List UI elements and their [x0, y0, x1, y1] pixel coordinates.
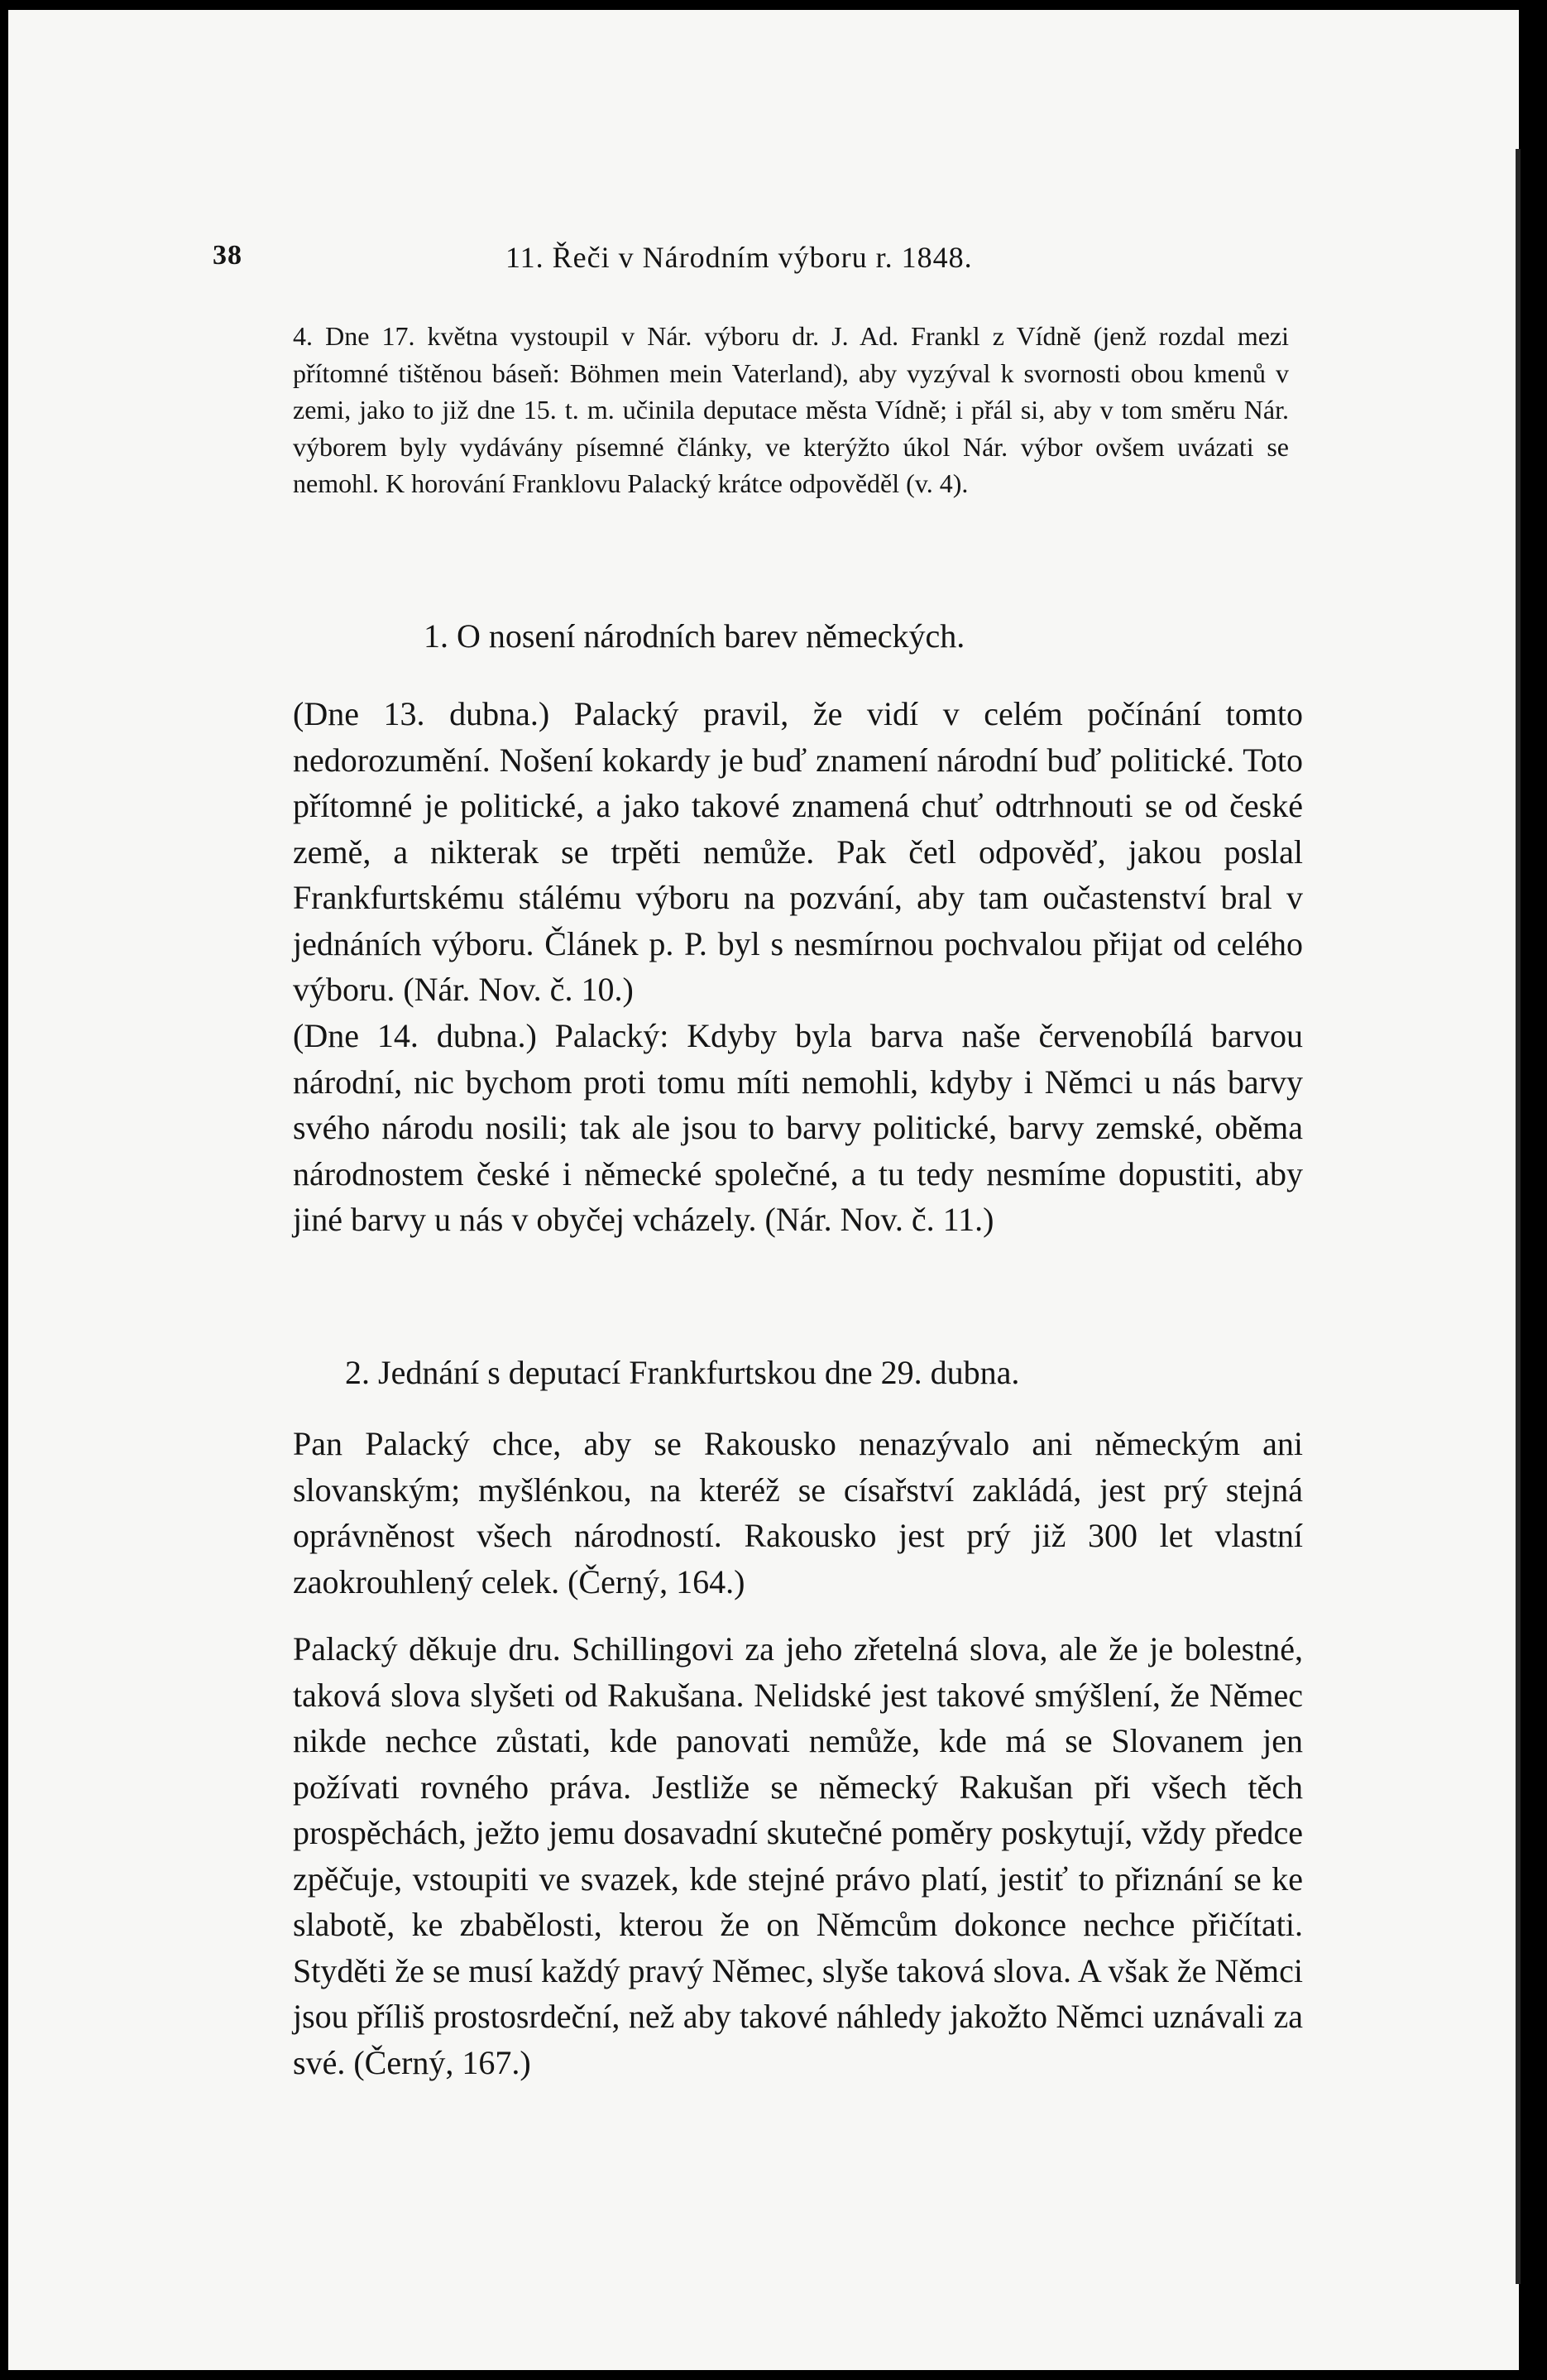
section-heading-1: 1. O nosení národních barev německých.	[424, 617, 965, 655]
section1-paragraph-1: (Dne 13. dubna.) Palacký pravil, že vidí v celém počínání tomto nedorozumění. Nošení kokardy je buď znamení národní buď politické. Toto přítomné je politické, a jako takové znamená chuť odtrhnouti se od české země, a nikterak se trpěti nemůže. Pak četl odpověď, jakou poslal Frankfurtskému stálému výboru na pozvání, aby tam oučastenství bral v jednáních výboru. Článek p. P. byl s nesmírnou pochvalou přijat od celého výboru. (Nár. Nov. č. 10.)	[293, 695, 1303, 1008]
page-header	[213, 240, 1040, 281]
running-title: 11. Řeči v Národním výboru r. 1848.	[505, 241, 973, 274]
book-page	[8, 10, 1519, 2370]
section1-paragraph-2: (Dne 14. dubna.) Palacký: Kdyby byla barva naše červenobílá barvou národní, nic bychom proti tomu míti nemohli, kdyby i Němci u nás barvy svého národu nosili; tak ale jsou to barvy politické, barvy zemské, oběma národnostem české i německé společné, a tu tedy nesmíme dopustiti, aby jiné barvy u nás v obyčej vcházely. (Nár. Nov. č. 11.)	[293, 1017, 1303, 1238]
page-edge-shadow	[1516, 149, 1521, 2284]
section2-paragraph-1: Pan Palacký chce, aby se Rakousko nenazývalo ani německým ani slovanským; myšlénkou, na kteréž se císařství zakládá, jest prý stejná oprávněnost všech národností. Rakousko jest prý již 300 let vlastní zaokrouhlený celek. (Černý, 164.)	[293, 1425, 1303, 1600]
section-heading-2: 2. Jednání s deputací Frankfurtskou dne 29. dubna.	[345, 1354, 1020, 1391]
page-number: 38	[213, 240, 242, 271]
section2-paragraph-2: Palacký děkuje dru. Schillingovi za jeho zřetelná slova, ale že je bolestné, taková slova slyšeti od Rakušana. Nelidské jest takové smýšlení, že Němec nikde nechce zůstati, kde panovati nemůže, kde má se Slovanem jen požívati rovného práva. Jestliže se německý Rakušan při všech těch prospěchách, ježto jemu dosavadní skutečné poměry poskytují, vždy předce zpěčuje, vstoupiti ve svazek, kde stejné právo platí, jestiť to přiznání se ke slabotě, ke zbabělosti, kterou že on Němcům dokonce nechce přičítati. Styděti že se musí každý pravý Němec, slyše taková slova. A však že Němci jsou příliš prostosrdeční, než aby takové náhledy jakožto Němci uznávali za své. (Černý, 167.)	[293, 1630, 1303, 2081]
footnote-paragraph: 4. Dne 17. května vystoupil v Nár. výboru dr. J. Ad. Frankl z Vídně (jenž rozdal mezi přítomné tištěnou báseň: Böhmen mein Vaterland), aby vyzýval k svornosti obou kmenů v zemi, jako to již dne 15. t. m. učinila deputace města Vídně; i přál si, aby v tom směru Nár. výborem byly vydávány písemné články, ve kterýžto úkol Nár. výbor ovšem uvázati se nemohl. K horování Franklovu Palacký krátce odpověděl (v. 4).	[293, 321, 1289, 499]
